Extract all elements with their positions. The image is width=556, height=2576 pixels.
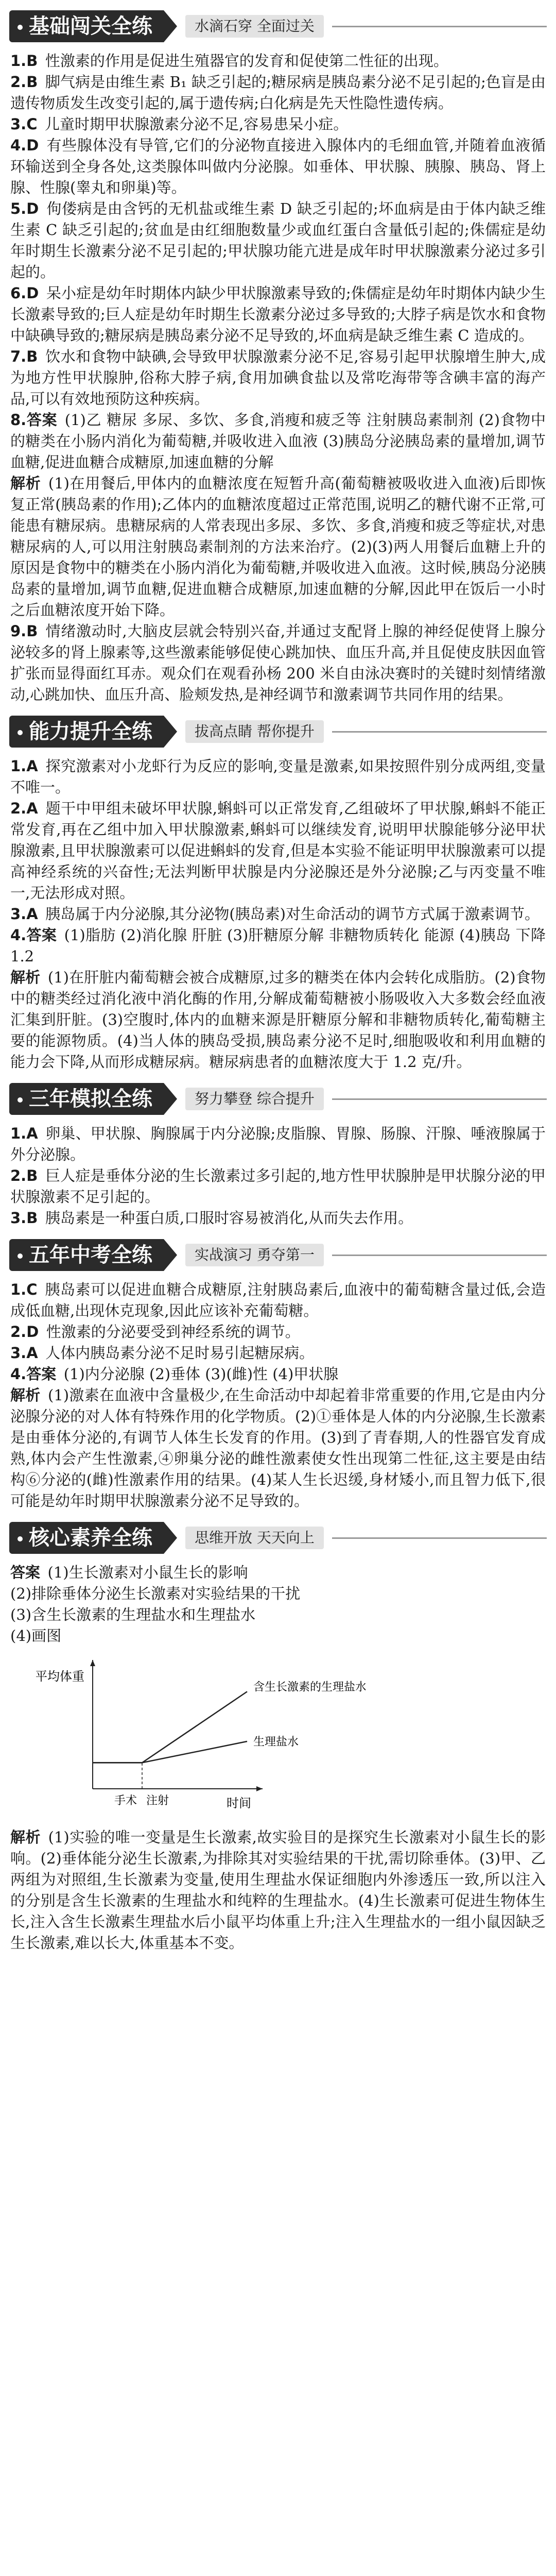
answer-paragraph: [10, 621, 546, 705]
answer-text: 胰岛素可以促进血糖合成糖原,注射胰岛素后,血液中的葡萄糖含量过低,会造成低血糖,出现休克现象,因此应该补充葡萄糖。: [10, 1281, 546, 1319]
answer-number: 1.A: [10, 757, 38, 775]
answer-paragraph: [10, 1385, 546, 1512]
series-label: 含生长激素的生理盐水: [253, 1681, 366, 1694]
answer-text: (1)乙 糖尿 多尿、多饮、多食,消瘦和疲乏等 注射胰岛素制剂 (2)食物中的糖类在小肠内消化为葡萄糖,并吸收进入血液 (3)胰岛分泌胰岛素的量增加,调节血糖,促进血糖合成糖原,加速血糖的分解: [10, 411, 546, 471]
answer-list: [0, 1123, 556, 1229]
answer-list: [0, 1827, 556, 1954]
answer-list: [0, 756, 556, 1073]
answer-list: [0, 1562, 556, 1647]
series-line: [93, 1691, 247, 1762]
pin-icon: [18, 1097, 23, 1103]
answer-text: (1)内分泌腺 (2)垂体 (3)(雌)性 (4)甲状腺: [63, 1365, 339, 1383]
answer-number: 4.D: [10, 137, 39, 154]
section-subtitle: 水滴石穿 全面过关: [185, 15, 324, 38]
section-core: [0, 1521, 556, 1954]
divider: [332, 1098, 547, 1100]
answer-text: (2)排除垂体分泌生长激素对实验结果的干扰: [10, 1585, 301, 1602]
answer-paragraph: [10, 1364, 546, 1385]
answer-paragraph: [10, 1208, 546, 1229]
pin-icon: [18, 1253, 23, 1259]
answer-list: [0, 50, 556, 705]
annotation-label: 注射: [146, 1794, 169, 1807]
answer-text: (1)在用餐后,甲体内的血糖浓度在短暂升高(葡萄糖被吸收进入血液)后即恢复正常(胰岛素的作用);乙体内的血糖浓度超过正常范围,说明乙的糖代谢不正常,可能患有糖尿病。患糖尿病的人常表现出多尿、多饮、多食,消瘦和疲乏等症状,对患糖尿病的人,可以用注射胰岛素制剂的方法来治疗。(2)(3)两人用餐后血糖上升的原因是食物中的糖类在小肠内消化为葡萄糖,并吸收进入血液。这时候,胰岛分泌胰岛素的量增加,调节血糖,促进血糖合成糖原,加速血糖的分解,因此甲在饭后一小时之后血糖浓度开始下降。: [10, 474, 546, 619]
pin-icon: [18, 730, 23, 735]
section-five-year: [0, 1238, 556, 1512]
section-title: 五年中考全练: [9, 1239, 164, 1271]
section-basic: [0, 9, 556, 705]
answer-paragraph: [10, 1625, 546, 1647]
answer-paragraph: [10, 1827, 546, 1954]
answer-paragraph: [10, 1562, 546, 1583]
answer-paragraph: [10, 1583, 546, 1604]
answer-text: 题干中甲组未破坏甲状腺,蝌蚪可以正常发育,乙组破坏了甲状腺,蝌蚪不能正常发育,再在乙组中加入甲状腺激素,蝌蚪可以继续发育,说明甲状腺能够分泌甲状腺激素,且甲状腺激素可以促进蝌蚪的发育,但是本实验不能证明甲状腺激素可以提高神经系统的兴奋性;无法判断甲状腺是内分泌腺还是外分泌腺;乙与丙变量不唯一,无法形成对照。: [10, 800, 546, 902]
answer-number: 解析: [10, 1386, 41, 1404]
answer-number: 3.A: [10, 1344, 38, 1362]
answer-paragraph: [10, 410, 546, 473]
annotation-label: 手术: [114, 1794, 137, 1807]
section-title: 三年模拟全练: [9, 1083, 164, 1115]
answer-paragraph: [10, 756, 546, 798]
answer-number: 9.B: [10, 622, 38, 640]
answer-text: 有些腺体没有导管,它们的分泌物直接进入腺体内的毛细血管,并随着血液循环输送到全身各处,这类腺体叫做内分泌腺。如垂体、甲状腺、胰腺、胰岛、肾上腺、性腺(睾丸和卵巢)等。: [10, 137, 546, 196]
answer-text: (1)脂肪 (2)消化腺 肝脏 (3)肝糖原分解 非糖物质转化 能源 (4)胰岛 下降 1.2: [10, 926, 546, 965]
y-arrow-icon: [90, 1660, 95, 1666]
answer-paragraph: [10, 798, 546, 904]
answer-number: 3.C: [10, 115, 38, 133]
x-arrow-icon: [256, 1786, 263, 1791]
answer-number: 1.B: [10, 52, 38, 70]
answer-text: (1)激素在血液中含量极少,在生命活动中却起着非常重要的作用,它是由内分泌腺分泌的对人体有特殊作用的化学物质。(2)①垂体是人体的内分泌腺,生长激素是由垂体分泌的,有调节人体生长发育的作用。(3)到了青春期,人的性器官发育成熟,体内会产生性激素,④卵巢分泌的雌性激素使女性出现第二性征,这主要是由结构⑥分泌的(雌)性激素作用的结果。(4)某人生长迟缓,身材矮小,而且智力低下,很可能是幼年时期甲状腺激素分泌不足导致的。: [10, 1386, 546, 1510]
answer-text: 探究激素对小龙虾行为反应的影响,变量是激素,如果按照件别分成两组,变量不唯一。: [10, 757, 546, 796]
answer-number: 解析: [10, 969, 41, 986]
answer-paragraph: [10, 114, 546, 135]
answer-number: 答案: [10, 1564, 41, 1581]
section-title: 能力提升全练: [9, 716, 164, 748]
answer-text: 卵巢、甲状腺、胸腺属于内分泌腺;皮脂腺、胃腺、肠腺、汗腺、唾液腺属于外分泌腺。: [10, 1125, 546, 1163]
answer-text: 人体内胰岛素分泌不足时易引起糖尿病。: [45, 1344, 315, 1362]
section-subtitle: 努力攀登 综合提升: [185, 1088, 324, 1110]
answer-paragraph: [10, 1123, 546, 1165]
answer-paragraph: [10, 1321, 546, 1343]
answer-number: 4.答案: [10, 1365, 57, 1383]
section-title: 基础闯关全练: [9, 10, 164, 42]
section-subtitle: 思维开放 天天向上: [185, 1527, 324, 1549]
answer-paragraph: [10, 925, 546, 967]
answer-text: (3)含生长激素的生理盐水和生理盐水: [10, 1606, 256, 1623]
answer-paragraph: [10, 50, 546, 72]
answer-text: 性激素的作用是促进生殖器官的发育和促使第二性征的出现。: [45, 52, 448, 70]
answer-paragraph: [10, 283, 546, 346]
answer-text: 佝偻病是由含钙的无机盐或维生素 D 缺乏引起的;坏血病是由于体内缺乏维生素 C 缺乏引起的;贫血是由红细胞数量少或血红蛋白含量低引起的;侏儒症是幼年时期生长激素分泌不足引起的;甲状腺功能亢进是成年时甲状腺激素分泌过多引起的。: [10, 200, 546, 281]
answer-number: 5.D: [10, 200, 39, 217]
divider: [332, 731, 547, 733]
answer-text: 胰岛属于内分泌腺,其分泌物(胰岛素)对生命活动的调节方式属于激素调节。: [45, 905, 540, 923]
section-header: [9, 715, 547, 749]
answer-number: 3.A: [10, 905, 38, 923]
answer-paragraph: [10, 1279, 546, 1321]
section-header: [9, 1521, 547, 1555]
x-axis-label: 时间: [227, 1796, 251, 1810]
answer-text: 儿童时期甲状腺激素分泌不足,容易患呆小症。: [44, 115, 349, 133]
y-axis-label: 平均体重: [36, 1669, 84, 1684]
answer-paragraph: [10, 967, 546, 1073]
answer-text: 饮水和食物中缺碘,会导致甲状腺激素分泌不足,容易引起甲状腺增生肿大,成为地方性甲状腺肿,俗称大脖子病,食用加碘食盐以及常吃海带等含碘丰富的海产品,可以有效地预防这种疾病。: [10, 348, 546, 408]
answer-paragraph: [10, 72, 546, 114]
divider: [332, 1255, 547, 1256]
answer-text: 呆小症是幼年时期体内缺少甲状腺激素导致的;侏儒症是幼年时期体内缺少生长激素导致的;巨人症是幼年时期生长激素分泌过多导致的;大脖子病是饮水和食物中缺碘导致的;糖尿病是胰岛素分泌不足导致的,坏血病是缺乏维生素 C 造成的。: [10, 284, 546, 344]
section-header: [9, 1238, 547, 1272]
section-three-year: [0, 1082, 556, 1229]
answer-paragraph: [10, 1165, 546, 1208]
answer-text: 脚气病是由维生素 B₁ 缺乏引起的;糖尿病是胰岛素分泌不足引起的;色盲是由遗传物质发生改变引起的,属于遗传病;白化病是先天性隐性遗传病。: [10, 73, 546, 112]
answer-text: (4)画图: [10, 1627, 62, 1645]
answer-paragraph: [10, 1343, 546, 1364]
divider: [332, 26, 547, 27]
weight-chart: [36, 1650, 556, 1822]
answer-number: 2.B: [10, 73, 38, 91]
answer-text: (1)在肝脏内葡萄糖会被合成糖原,过多的糖类在体内会转化成脂肪。(2)食物中的糖类经过消化液中消化酶的作用,分解成葡萄糖被小肠吸收入大多数会经血液汇集到肝脏。(3)空腹时,体内的血糖来源是肝糖原分解和非糖物质转化,葡萄糖主要的能源物质。(4)当人体的胰岛受损,胰岛素分泌不足时,细胞吸收和利用血糖的能力会下降,从而形成糖尿病。糖尿病患者的血糖浓度大于 1.2 克/升。: [10, 969, 546, 1071]
answer-number: 2.B: [10, 1167, 38, 1184]
answer-number: 6.D: [10, 284, 39, 302]
answer-number: 2.A: [10, 800, 38, 817]
answer-number: 7.B: [10, 348, 38, 365]
answer-number: 8.答案: [10, 411, 58, 429]
answer-paragraph: [10, 198, 546, 283]
answer-number: 解析: [10, 1828, 41, 1846]
answer-text: 性激素的分泌要受到神经系统的调节。: [46, 1323, 300, 1341]
answer-paragraph: [10, 473, 546, 621]
section-subtitle: 实战演习 勇夺第一: [185, 1244, 324, 1266]
section-title: 核心素养全练: [9, 1522, 164, 1554]
answer-text: 胰岛素是一种蛋白质,口服时容易被消化,从而失去作用。: [45, 1209, 413, 1227]
answer-paragraph: [10, 346, 546, 410]
answer-number: 4.答案: [10, 926, 57, 944]
chart-svg: [36, 1650, 366, 1820]
pin-icon: [18, 1536, 23, 1541]
answer-paragraph: [10, 1604, 546, 1625]
answer-number: 2.D: [10, 1323, 39, 1341]
answer-list: [0, 1279, 556, 1512]
answer-text: 情绪激动时,大脑皮层就会特别兴奋,并通过支配肾上腺的神经促使肾上腺分泌较多的肾上腺素等,这些激素能够促使心跳加快、血压升高,并且促使皮肤因血管扩张而显得面红耳赤。观众们在观看孙杨 200 米自由泳决赛时的关键时刻情绪激动,心跳加快、血压升高、脸颊发热,是神经调节和激素调节共同作用的结果。: [10, 622, 546, 703]
answer-number: 1.C: [10, 1281, 38, 1298]
pin-icon: [18, 25, 23, 30]
series-label: 生理盐水: [253, 1736, 299, 1749]
answer-paragraph: [10, 904, 546, 925]
answer-text: (1)实验的唯一变量是生长激素,故实验目的是探究生长激素对小鼠生长的影响。(2)垂体能分泌生长激素,为排除其对实验结果的干扰,需切除垂体。(3)甲、乙两组为对照组,生长激素为变量,使用生理盐水保证细胞内外渗透压一致,所以注入的分别是含生长激素的生理盐水和纯粹的生理盐水。(4)生长激素可促进生物体生长,注入含生长激素生理盐水后小鼠平均体重上升;注入生理盐水的一组小鼠因缺乏生长激素,难以长大,体重基本不变。: [10, 1828, 546, 1952]
answer-text: (1)生长激素对小鼠生长的影响: [47, 1564, 248, 1581]
answer-text: 巨人症是垂体分泌的生长激素过多引起的,地方性甲状腺肿是甲状腺分泌的甲状腺激素不足引起的。: [10, 1167, 546, 1206]
answer-number: 3.B: [10, 1209, 38, 1227]
section-subtitle: 拔高点睛 帮你提升: [185, 720, 324, 743]
answer-paragraph: [10, 135, 546, 198]
answer-number: 解析: [10, 474, 41, 492]
section-header: [9, 9, 547, 43]
answer-number: 1.A: [10, 1125, 38, 1142]
divider: [332, 1537, 547, 1539]
section-header: [9, 1082, 547, 1116]
section-ability: [0, 715, 556, 1073]
